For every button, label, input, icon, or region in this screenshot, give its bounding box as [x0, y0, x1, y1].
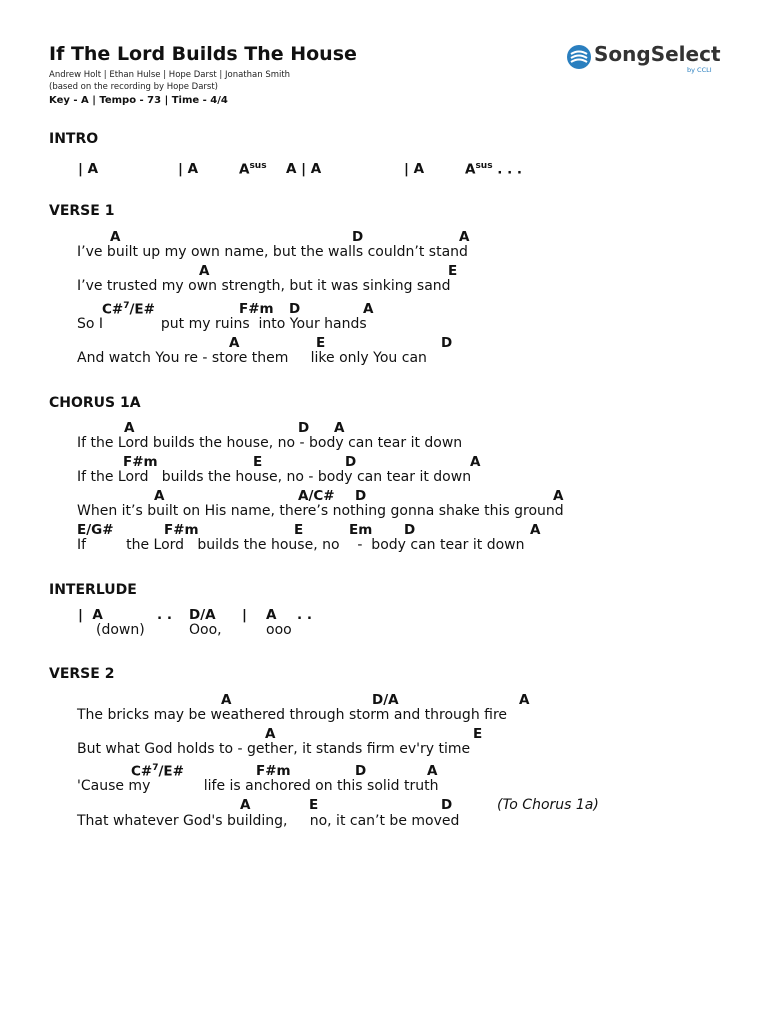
chord: C#$^7$/E#: [131, 763, 184, 780]
chord: A: [427, 763, 438, 779]
section-verse-1: VERSE 1: [49, 203, 115, 219]
chord: D: [441, 797, 453, 813]
chord: D: [404, 522, 416, 538]
chord: A: [154, 488, 165, 504]
chord: D: [441, 335, 453, 351]
intro-chord-5: | A: [404, 161, 425, 177]
lyric-word: ooo: [266, 622, 292, 638]
chord: A: [334, 420, 345, 436]
chord: A: [199, 263, 210, 279]
lyric-line: And watch You re - store them like only You can: [77, 350, 427, 366]
chord: D: [352, 229, 364, 245]
chord: E/G#: [77, 522, 114, 538]
intro-chord-6: $A^{sus}$ . . .: [465, 161, 523, 178]
lyric-line: So I put my ruins into Your hands: [77, 316, 367, 332]
chord: E: [316, 335, 326, 351]
chord: A: [265, 726, 276, 742]
logo-sub: by CCLI: [687, 66, 712, 74]
chord: A: [530, 522, 541, 538]
logo-name: SongSelect: [594, 42, 721, 66]
recording-credit: (based on the recording by Hope Darst): [49, 82, 218, 92]
chord: C#$^7$/E#: [102, 301, 155, 318]
lyric-line: When it’s built on His name, there’s nothing gonna shake this ground: [77, 503, 564, 519]
interlude-chord-1: | A: [78, 607, 103, 623]
song-title: If The Lord Builds The House: [49, 43, 357, 65]
chord: E: [473, 726, 483, 742]
chord: A: [229, 335, 240, 351]
chord: Em: [349, 522, 373, 538]
lyric-word: (down): [96, 622, 145, 638]
chord: E: [448, 263, 458, 279]
lyric-word: Ooo,: [189, 622, 222, 638]
chord: F#m: [164, 522, 199, 538]
chord: D: [355, 763, 367, 779]
chord: F#m: [256, 763, 291, 779]
chord: A: [553, 488, 564, 504]
to-chorus-note: (To Chorus 1a): [497, 797, 599, 813]
lyric-line: That whatever God's building, no, it can’t be moved: [77, 813, 460, 829]
interlude-chord-4: |: [242, 607, 247, 623]
interlude-chord-6: . .: [297, 607, 312, 623]
intro-chord-4: A | A: [286, 161, 322, 177]
songselect-logo: [566, 42, 726, 76]
chord: A: [124, 420, 135, 436]
interlude-chord-3: D/A: [189, 607, 216, 623]
chord: D: [298, 420, 310, 436]
chord: E: [294, 522, 304, 538]
lyric-line: But what God holds to - gether, it stands firm ev'ry time: [77, 741, 471, 757]
chord: A/C#: [298, 488, 335, 504]
chord: D: [289, 301, 301, 317]
chord: A: [110, 229, 121, 245]
lyric-line: I’ve built up my own name, but the walls couldn’t stand: [77, 244, 468, 260]
lyric-line: If the Lord builds the house, no - body can tear it down: [77, 469, 472, 485]
intro-chord-1: | A: [78, 161, 99, 177]
chord: F#m: [123, 454, 158, 470]
lyric-line: 'Cause my life is anchored on this solid truth: [77, 778, 439, 794]
chord: A: [363, 301, 374, 317]
intro-chord-2: | A: [178, 161, 199, 177]
songselect-logo-icon: [566, 44, 592, 70]
chord: D: [355, 488, 367, 504]
chord: A: [470, 454, 481, 470]
chord: D: [345, 454, 357, 470]
chord: A: [240, 797, 251, 813]
song-authors: Andrew Holt | Ethan Hulse | Hope Darst | Jonathan Smith: [49, 70, 291, 80]
interlude-chord-5: A: [266, 607, 277, 623]
chord: E: [253, 454, 263, 470]
section-intro: INTRO: [49, 131, 99, 147]
chord: F#m: [239, 301, 274, 317]
key-tempo-time: Key - A | Tempo - 73 | Time - 4/4: [49, 95, 228, 106]
lyric-line: I’ve trusted my own strength, but it was sinking sand: [77, 278, 451, 294]
chord: A: [519, 692, 530, 708]
intro-chord-3: $A^{sus}$: [239, 161, 267, 178]
section-verse-2: VERSE 2: [49, 666, 115, 682]
section-interlude: INTERLUDE: [49, 582, 137, 598]
lyric-line: If the Lord builds the house, no - body can tear it down: [77, 435, 463, 451]
interlude-chord-2: . .: [157, 607, 172, 623]
chord: A: [459, 229, 470, 245]
lyric-line: The bricks may be weathered through storm and through fire: [77, 707, 508, 723]
chord: E: [309, 797, 319, 813]
chord: A: [221, 692, 232, 708]
section-chorus-1a: CHORUS 1A: [49, 395, 141, 411]
lyric-line: If the Lord builds the house, no - body can tear it down: [77, 537, 525, 553]
chord: D/A: [372, 692, 399, 708]
